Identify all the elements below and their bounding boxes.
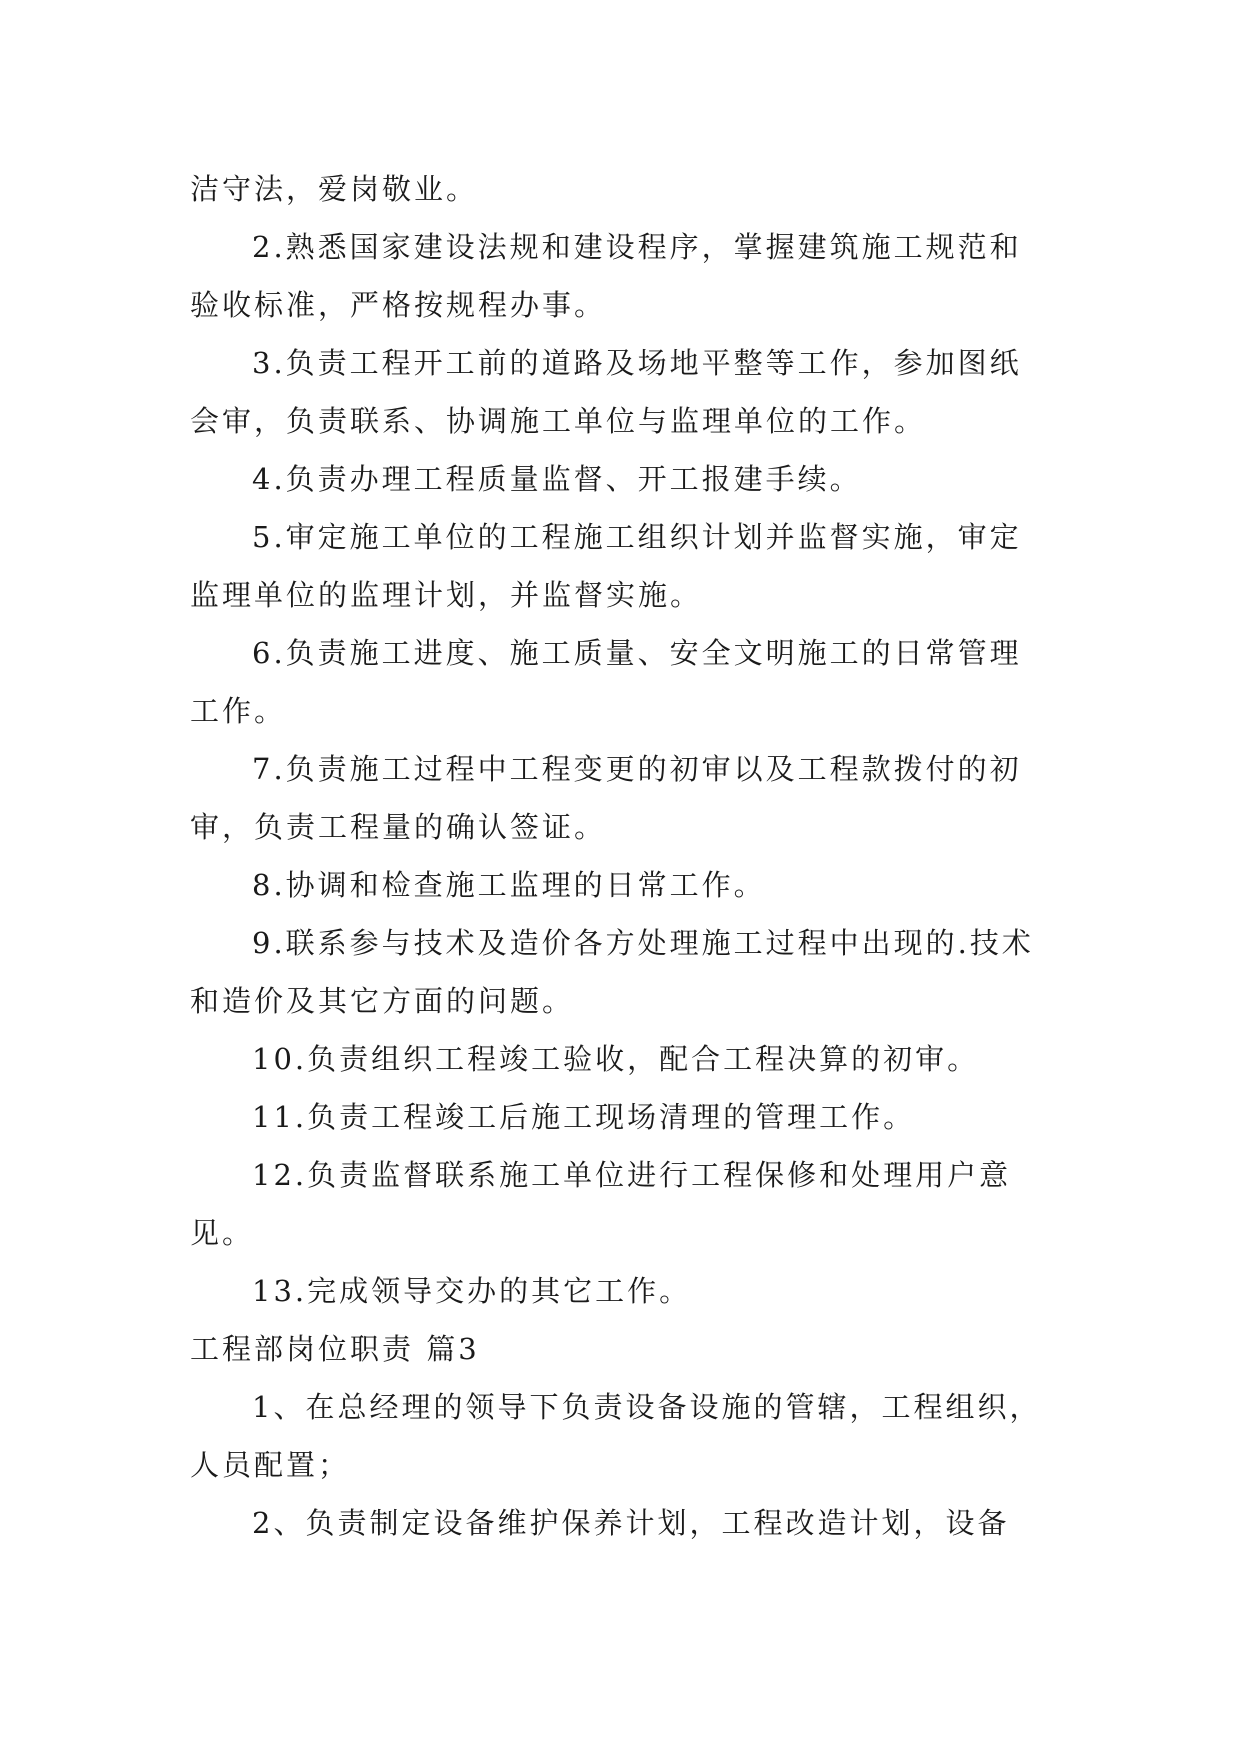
paragraph: 2.熟悉国家建设法规和建设程序，掌握建筑施工规范和验收标准，严格按规程办事。 — [190, 230, 1022, 322]
paragraph: 12.负责监督联系施工单位进行工程保修和处理用户意见。 — [190, 1158, 1012, 1250]
paragraph: 6.负责施工进度、施工质量、安全文明施工的日常管理工作。 — [190, 636, 1022, 728]
paragraph: 2、负责制定设备维护保养计划，工程改造计划，设备 — [252, 1506, 1010, 1540]
section-heading: 工程部岗位职责 篇3 — [190, 1332, 480, 1366]
paragraph: 洁守法，爱岗敬业。 — [190, 172, 479, 206]
paragraph: 11.负责工程竣工后施工现场清理的管理工作。 — [252, 1100, 916, 1134]
paragraph: 4.负责办理工程质量监督、开工报建手续。 — [252, 462, 862, 496]
paragraph: 1、在总经理的领导下负责设备设施的管辖，工程组织，人员配置； — [190, 1390, 1042, 1482]
paragraph: 3.负责工程开工前的道路及场地平整等工作，参加图纸会审，负责联系、协调施工单位与监理单位的工作。 — [190, 346, 1022, 438]
paragraph: 13.完成领导交办的其它工作。 — [252, 1274, 692, 1308]
document-body — [190, 160, 1050, 1552]
paragraph: 8.协调和检查施工监理的日常工作。 — [252, 868, 766, 902]
paragraph: 9.联系参与技术及造价各方处理施工过程中出现的.技术和造价及其它方面的问题。 — [190, 926, 1034, 1018]
paragraph: 7.负责施工过程中工程变更的初审以及工程款拨付的初审，负责工程量的确认签证。 — [190, 752, 1022, 844]
paragraph: 10.负责组织工程竣工验收，配合工程决算的初审。 — [252, 1042, 980, 1076]
paragraph: 5.审定施工单位的工程施工组织计划并监督实施，审定监理单位的监理计划，并监督实施。 — [190, 520, 1022, 612]
